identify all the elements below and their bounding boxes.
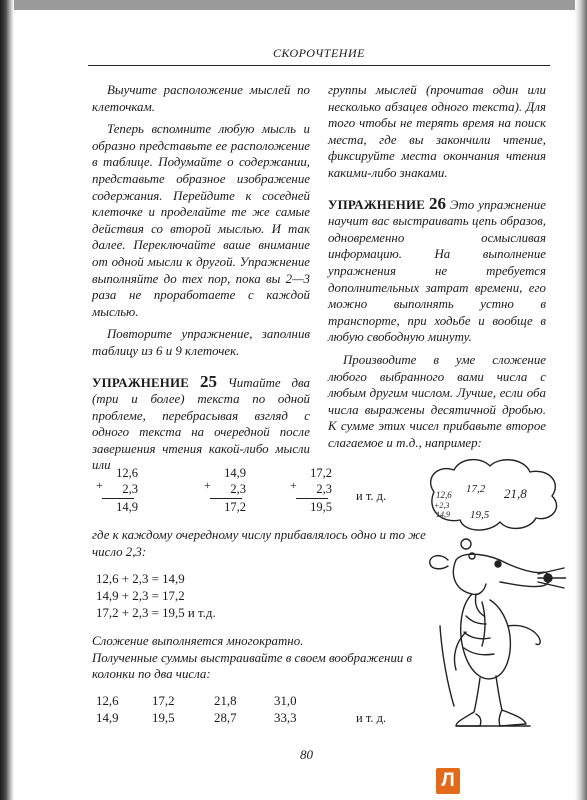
grid-number: 33,3 (274, 711, 297, 725)
instructions (92, 633, 432, 683)
right-column (328, 82, 546, 451)
exercise-number: 26 (429, 193, 447, 213)
paragraph: Сложение выполняется многократно. (92, 634, 304, 648)
plus-sign: + (204, 478, 211, 492)
sum-line (210, 498, 242, 499)
cloud-number: 14,9 (436, 510, 450, 519)
cloud-number: +2,3 (434, 501, 450, 510)
addend: 12,6 (116, 466, 138, 480)
exercise-number: 25 (199, 371, 217, 391)
addend: 14,9 (224, 466, 246, 480)
etc-label: и т. д. (356, 711, 387, 725)
addend: 2,3 (230, 482, 246, 496)
sum-line (296, 498, 328, 499)
equations (96, 571, 216, 621)
paragraph: Теперь вспомните любую мысль и образно представьте ее расположение в таблице. Подумайте о содержании, представьте образное изображение содержания. Перейдите к соседней клеточке и проделайте те же самые действия со второй мыслью. И так далее. Переключайте ваше внимание от одной мысли к другой. Упражнение выполняйте до тех пор, пока вы 2—3 раза не проработаете с каждой мыслью. (92, 122, 310, 319)
grid-number: 14,9 (96, 711, 119, 725)
scan-edge-top (0, 0, 587, 10)
sum-line (102, 498, 134, 499)
cloud-number: 12,6 (436, 490, 452, 500)
scan-edge-left (0, 0, 14, 800)
paragraph: группы мыслей (прочитав один или несколько абзацев одного текста). Для того чтобы не терять время на поиск места, где вы закончили чтение, фиксируйте места окончания чтения какими-либо знаками. (328, 83, 546, 180)
paragraph: Полученные суммы выстраивайте в своем воображении в колонки по два числа: (92, 650, 413, 682)
grid-number: 19,5 (152, 711, 175, 725)
page-number: 80 (300, 747, 313, 762)
etc-label: и т. д. (356, 489, 387, 503)
sum-result: 14,9 (116, 500, 138, 514)
grid-number: 28,7 (214, 711, 237, 725)
paragraph: Выучите расположение мыслей по клеточкам. (92, 83, 310, 114)
exercise-26 (328, 193, 546, 346)
cloud-number: 17,2 (466, 483, 486, 495)
bookmark-logo: Л (436, 768, 460, 794)
thought-bubble-small (461, 539, 471, 549)
header-rule (88, 65, 550, 66)
scan-edge-right (575, 0, 587, 800)
exercise-text: Читайте два (три и более) текста по одной проблеме, перебрасывая взгляд с одного текста на очередной после завершения чтения какой-либо мысли или (92, 375, 310, 473)
equation: 17,2 + 2,3 = 19,5 и т.д. (96, 605, 216, 620)
explanation: где к каждому очередному числу прибавлялось одно и то же число 2,3: (92, 528, 426, 559)
paragraph: Производите в уме сложение любого выбранного вами числа с любым другим числом. Лучше, если оба числа выражены десятичной дробью. К сумме этих чисел прибавьте второе слагаемое и т.д., например: (328, 352, 546, 450)
running-header: СКОРОЧТЕНИЕ (273, 46, 365, 60)
exercise-25 (92, 371, 310, 475)
addend: 17,2 (310, 466, 332, 480)
grid-number: 17,2 (152, 694, 175, 708)
plus-sign: + (290, 478, 297, 492)
sum-result: 17,2 (224, 500, 246, 514)
exercise-label: УПРАЖНЕНИЕ (328, 197, 426, 212)
exercise-label: УПРАЖНЕНИЕ (92, 375, 190, 390)
equation: 12,6 + 2,3 = 14,9 (96, 572, 185, 586)
grid-number: 12,6 (96, 694, 119, 708)
equation: 14,9 + 2,3 = 17,2 (96, 588, 185, 603)
left-column (92, 82, 310, 474)
addend: 2,3 (316, 482, 332, 496)
thinking-dog-illustration (420, 456, 566, 730)
cloud-numbers (434, 483, 527, 521)
exercise-text: Это упражнение научит вас выстраивать цепь образов, одновременно осмысливая информацию. На выполнение упражнения не требуется дополнительных затрат времени, его можно выполнять устно в транспорте, при ходьбе и вообще в любую свободную минуту. (328, 197, 546, 345)
grid-number: 31,0 (274, 694, 297, 708)
cloud-number: 19,5 (470, 509, 490, 521)
sum-result: 19,5 (310, 500, 332, 514)
cloud-number: 21,8 (504, 486, 527, 501)
grid-number: 21,8 (214, 694, 237, 708)
dog-figure (430, 554, 566, 726)
paragraph: Повторите упражнение, заполнив таблицу из 6 и 9 клеточек. (92, 327, 310, 358)
addend: 2,3 (122, 482, 138, 496)
plus-sign: + (96, 478, 103, 492)
